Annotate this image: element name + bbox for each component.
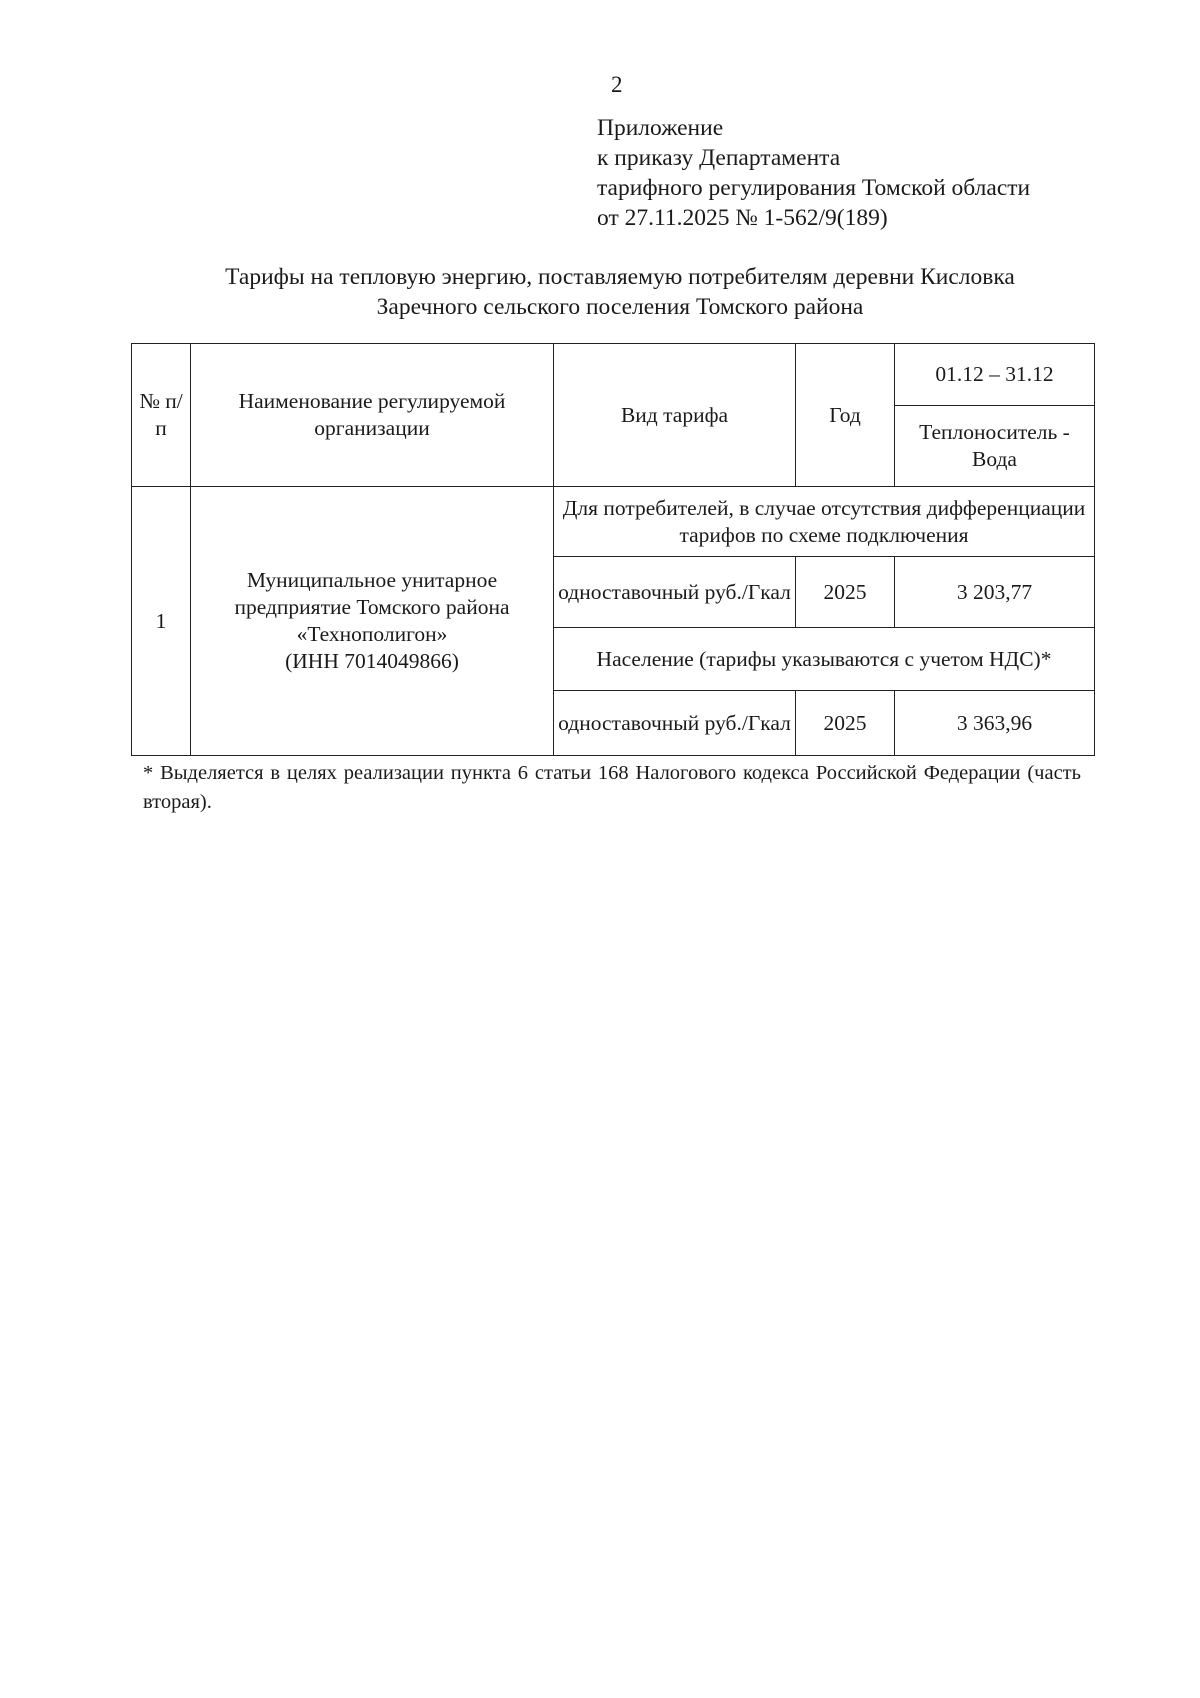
header-tariff-type: Вид тарифа: [554, 344, 796, 487]
table-row: [132, 487, 1095, 557]
tariff-type-cell: одноставочный руб./Гкал: [554, 557, 796, 628]
table-header-row: [132, 344, 1095, 406]
footnote: * Выделяется в целях реализации пункта 6 статьи 168 Налогового кодекса Российской Федерации (часть вторая).: [143, 762, 1081, 813]
appendix-line: Приложение: [597, 115, 724, 141]
header-num: № п/п: [132, 344, 191, 487]
document-title: [150, 262, 1090, 322]
appendix-line: от 27.11.2025 № 1-562/9(189): [597, 205, 888, 231]
appendix-line: тарифного регулирования Томской области: [597, 175, 1031, 201]
organization-line: предприятие Томского района: [234, 595, 510, 619]
year-cell: 2025: [796, 691, 895, 756]
tariff-value-cell: 3 203,77: [895, 557, 1095, 628]
page-number: 2: [611, 72, 623, 97]
tariff-type-cell: одноставочный руб./Гкал: [554, 691, 796, 756]
appendix-header: [597, 113, 1030, 233]
appendix-line: к приказу Департамента: [597, 145, 841, 171]
organization-line: «Технополигон»: [296, 622, 448, 646]
organization-name: [191, 487, 554, 756]
title-line: Тарифы на тепловую энергию, поставляемую потребителям деревни Кисловка: [225, 264, 1015, 290]
year-cell: 2025: [796, 557, 895, 628]
group-consumers-title: Для потребителей, в случае отсутствия дифференциации тарифов по схеме подключения: [554, 487, 1095, 557]
header-organization: Наименование регулируемой организации: [191, 344, 554, 487]
group-population-title: Население (тарифы указываются с учетом НДС)*: [554, 628, 1095, 691]
header-carrier: Теплоноситель - Вода: [895, 406, 1095, 487]
row-num: 1: [132, 487, 191, 756]
tariff-value-cell: 3 363,96: [895, 691, 1095, 756]
title-line: Заречного сельского поселения Томского района: [376, 294, 864, 320]
header-year: Год: [796, 344, 895, 487]
organization-line: (ИНН 7014049866): [285, 649, 459, 673]
tariff-table: [131, 343, 1095, 756]
organization-line: Муниципальное унитарное: [246, 568, 498, 592]
header-period: 01.12 – 31.12: [895, 344, 1095, 406]
